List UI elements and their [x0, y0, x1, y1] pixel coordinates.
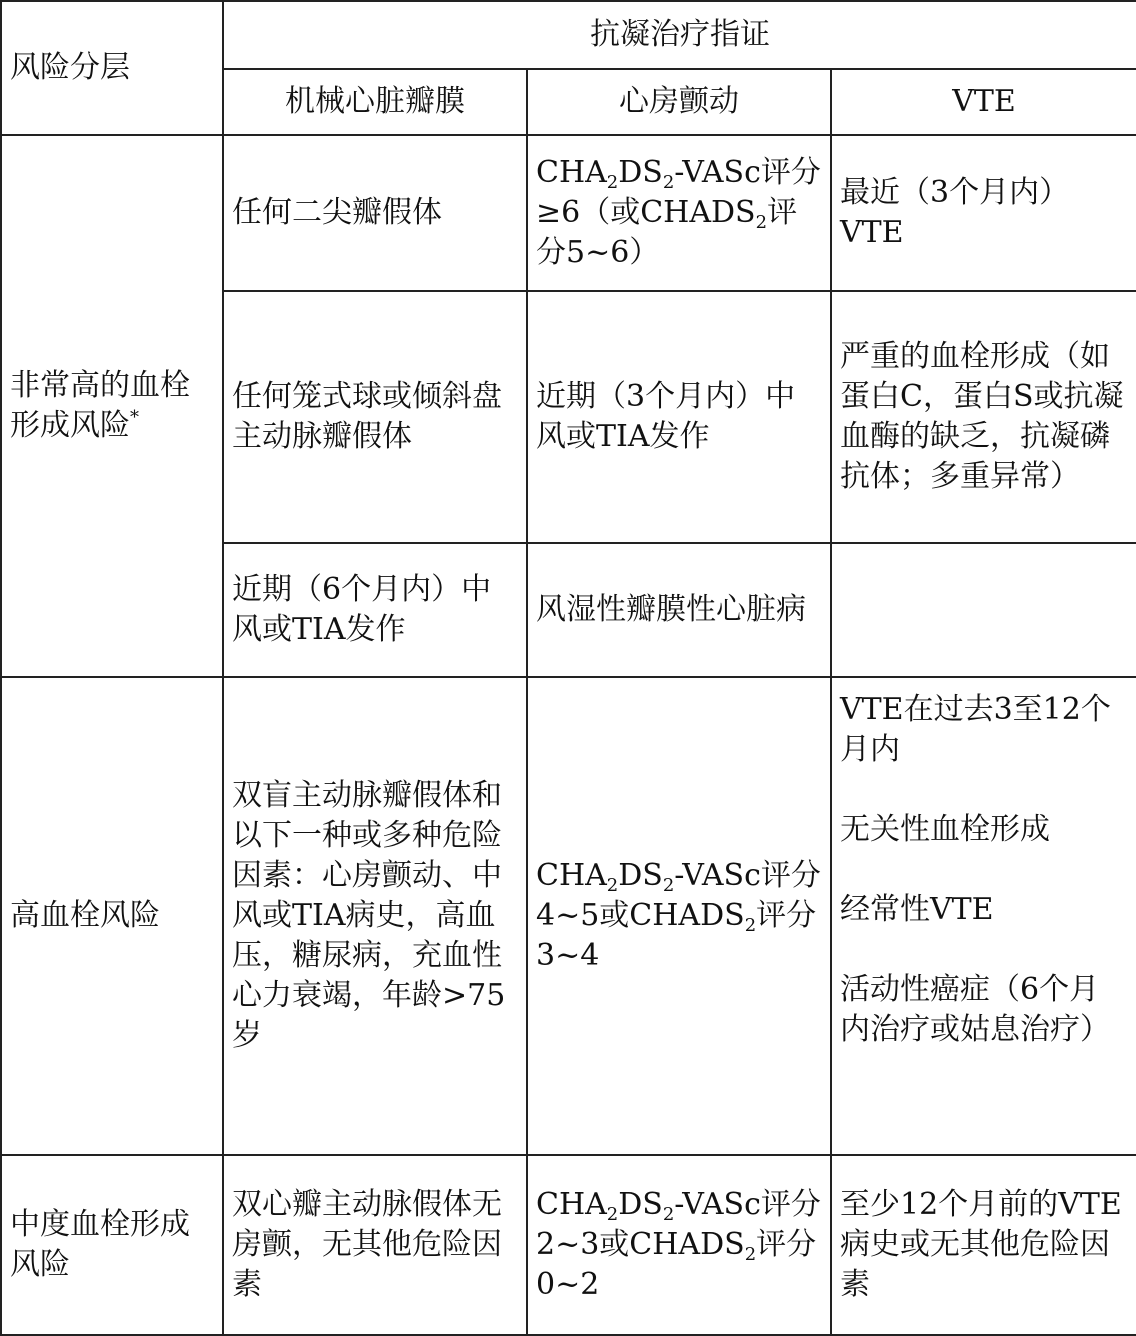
tier-moderate: 中度血栓形成风险	[1, 1155, 223, 1335]
subscript: 2	[744, 915, 757, 936]
vte-item: 活动性癌症（6个月内治疗或姑息治疗）	[840, 972, 1110, 1047]
cell-high-af	[527, 677, 831, 1155]
subscript: 2	[744, 1244, 757, 1265]
asterisk-marker: *	[130, 407, 139, 428]
text-part: 评分5~6）	[536, 195, 798, 270]
tier-very-high-label: 非常高的血栓形成风险	[10, 368, 190, 443]
row-very-high-1	[1, 135, 1136, 291]
header-row-1	[1, 1, 1136, 69]
header-atrial-fibrillation: 心房颤动	[527, 69, 831, 135]
subscript: 2	[606, 1204, 619, 1225]
subscript: 2	[606, 172, 619, 193]
subscript: 2	[662, 172, 675, 193]
text-part: CHA	[536, 1187, 607, 1222]
cell-vh3-af: 风湿性瓣膜性心脏病	[527, 543, 831, 677]
cell-vh3-vte	[831, 543, 1136, 677]
cell-vh1-af	[527, 135, 831, 291]
text-part: DS	[618, 155, 663, 190]
tier-high: 高血栓风险	[1, 677, 223, 1155]
subscript: 2	[662, 875, 675, 896]
text-part: -VASc评分≥6（或CHADS	[536, 155, 821, 230]
row-moderate	[1, 1155, 1136, 1335]
tier-very-high	[1, 135, 223, 677]
subscript: 2	[755, 212, 768, 233]
cell-vh3-valve: 近期（6个月内）中风或TIA发作	[223, 543, 527, 677]
text-part: DS	[618, 858, 663, 893]
cell-moderate-valve: 双心瓣主动脉假体无房颤，无其他危险因素	[223, 1155, 527, 1335]
spacer	[840, 850, 1128, 890]
text-part: 评分3~4	[536, 898, 817, 973]
cell-vh2-valve: 任何笼式球或倾斜盘主动脉瓣假体	[223, 291, 527, 543]
text-part: CHA	[536, 155, 607, 190]
spacer	[840, 770, 1128, 810]
cell-high-valve: 双盲主动脉瓣假体和以下一种或多种危险因素：心房颤动、中风或TIA病史，高血压，糖尿病，充血性心力衰竭，年龄>75岁	[223, 677, 527, 1155]
subscript: 2	[662, 1204, 675, 1225]
header-indication: 抗凝治疗指证	[223, 1, 1136, 69]
spacer	[840, 930, 1128, 970]
header-vte: VTE	[831, 69, 1136, 135]
text-part: -VASc评分2~3或CHADS	[536, 1187, 821, 1262]
text-part: 评分0~2	[536, 1227, 817, 1302]
cell-vh1-valve: 任何二尖瓣假体	[223, 135, 527, 291]
vte-item: 无关性血栓形成	[840, 812, 1050, 847]
text-part: CHA	[536, 858, 607, 893]
text-part: DS	[618, 1187, 663, 1222]
subscript: 2	[606, 875, 619, 896]
cell-high-vte	[831, 677, 1136, 1155]
cell-vh2-vte: 严重的血栓形成（如蛋白C，蛋白S或抗凝血酶的缺乏，抗凝磷抗体；多重异常）	[831, 291, 1136, 543]
vte-item: 经常性VTE	[840, 892, 994, 927]
header-mechanical-valve: 机械心脏瓣膜	[223, 69, 527, 135]
text-part: -VASc评分4~5或CHADS	[536, 858, 821, 933]
cell-vh1-vte: 最近（3个月内）VTE	[831, 135, 1136, 291]
cell-moderate-af	[527, 1155, 831, 1335]
header-risk-tier: 风险分层	[1, 1, 223, 135]
vte-item: VTE在过去3至12个月内	[840, 692, 1111, 767]
cell-vh2-af: 近期（3个月内）中风或TIA发作	[527, 291, 831, 543]
row-high	[1, 677, 1136, 1155]
cell-moderate-vte: 至少12个月前的VTE病史或无其他危险因素	[831, 1155, 1136, 1335]
